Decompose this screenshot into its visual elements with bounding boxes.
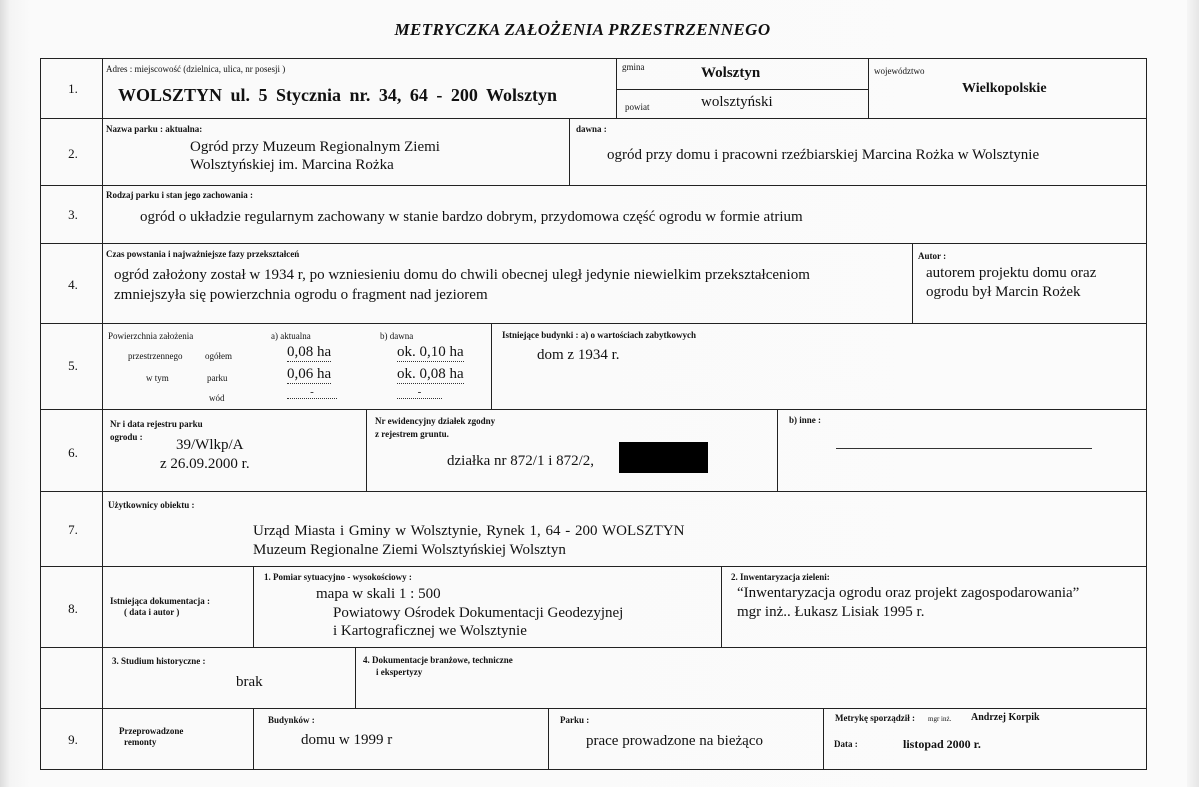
cell-divider [777, 409, 778, 491]
prepared-by-title: mgr inż. [928, 715, 952, 723]
row-number: 8. [68, 601, 78, 616]
park-former-value: ok. 0,08 ha [397, 366, 464, 382]
row-divider [40, 566, 1147, 567]
park-area-label: parku [207, 373, 228, 383]
row-divider [40, 243, 1147, 244]
history-line1: ogród założony został w 1934 r, po wzniesieniu domu do chwili obecnej uległ jedynie niewielkim przekształceniom [114, 267, 810, 283]
buildings-repairs-value: domu w 1999 r [301, 732, 393, 748]
users-line2: Muzeum Regionalne Ziemi Wolsztyńskiej Wolsztyn [253, 542, 566, 558]
cell-divider [823, 708, 824, 770]
plots-value: działka nr 872/1 i 872/2, [447, 453, 595, 469]
inventory-label: 2. Inwentaryzacja zieleni: [731, 572, 830, 582]
park-name-line1: Ogród przy Muzeum Regionalnym Ziemi [190, 139, 440, 155]
total-former-value: ok. 0,10 ha [397, 344, 464, 360]
row-divider [40, 323, 1147, 324]
users-label: Użytkownicy obiektu : [108, 500, 195, 510]
buildings-value: dom z 1934 r. [537, 347, 620, 363]
prepared-by-label: Metrykę sporządził : [835, 713, 915, 723]
date-label: Data : [834, 739, 858, 749]
row-number: 1. [68, 81, 78, 96]
register-label-line2: ogrodu : [110, 432, 143, 442]
plots-label-line2: z rejestrem gruntu. [375, 429, 449, 439]
park-current-value: 0,06 ha [287, 366, 332, 382]
area-current-label: a) aktualna [271, 331, 311, 341]
survey-line1: mapa w skali 1 : 500 [316, 586, 441, 602]
gmina-label: gmina [622, 62, 645, 72]
form-title: METRYCZKA ZAŁOŻENIA PRZESTRZENNEGO [394, 20, 771, 39]
row-divider [40, 409, 1147, 410]
survey-line3: i Kartograficznej we Wolsztynie [333, 623, 527, 639]
buildings-repairs-label: Budynków : [268, 715, 315, 725]
row-number: 5. [68, 358, 78, 373]
cell-divider [912, 243, 913, 323]
repairs-label-line2: remonty [124, 737, 157, 747]
cell-divider [253, 566, 254, 647]
register-label-line1: Nr i data rejestru parku [110, 419, 203, 429]
former-name-label: dawna : [576, 124, 607, 134]
row-divider [40, 118, 1147, 119]
documentation-label-line2: ( data i autor ) [124, 607, 180, 617]
park-type-value: ogród o układzie regularnym zachowany w stanie bardzo dobrym, przydomowa część ogrodu w formie atrium [140, 209, 803, 225]
former-name-value: ogród przy domu i pracowni rzeźbiarskiej Marcina Rożka w Wolsztynie [607, 147, 1040, 163]
history-line2: zmniejszyła się powierzchnia ogrodu o fragment nad jeziorem [114, 287, 488, 303]
address-value: WOLSZTYN ul. 5 Stycznia nr. 34, 64 - 200 Wolsztyn [118, 85, 558, 105]
date-value: listopad 2000 r. [903, 737, 981, 751]
of-which-label: w tym [146, 373, 169, 383]
wojewodztwo-value: Wielkopolskie [962, 81, 1047, 96]
buildings-label: Istniejące budynki : a) o wartościach zabytkowych [502, 330, 697, 340]
register-date: z 26.09.2000 r. [160, 456, 250, 472]
cell-divider [548, 708, 549, 770]
wojewodztwo-label: województwo [874, 66, 925, 76]
cell-divider [721, 566, 722, 647]
area-label: Powierzchnia założenia [108, 331, 194, 341]
gmina-value: Wolsztyn [701, 65, 761, 81]
historical-study-label: 3. Studium historyczne : [112, 656, 206, 666]
water-former-value: - [397, 386, 442, 399]
total-sub-label: ogółem [205, 351, 232, 361]
history-label: Czas powstania i najważniejsze fazy przekształceń [106, 249, 300, 259]
author-line1: autorem projektu domu oraz [926, 265, 1097, 281]
row-number: 2. [68, 146, 78, 161]
row-number: 3. [68, 207, 78, 222]
cell-divider [366, 409, 367, 491]
address-label: Adres : miejscowość (dzielnica, ulica, nr posesji ) [106, 64, 286, 74]
row-number: 7. [68, 522, 78, 537]
documentation-label-line1: Istniejąca dokumentacja : [110, 596, 210, 606]
park-name-line2: Wolsztyńskiej im. Marcina Rożka [190, 157, 394, 173]
cell-divider [491, 323, 492, 409]
other-label: b) inne : [789, 415, 822, 425]
technical-docs-label-line2: i ekspertyzy [376, 667, 423, 677]
other-blank-line [836, 448, 1092, 449]
powiat-label: powiat [625, 102, 650, 112]
technical-docs-label-line1: 4. Dokumentacje branżowe, techniczne [363, 655, 513, 665]
cell-divider [569, 118, 570, 185]
number-column-divider [102, 58, 103, 770]
prepared-by-name: Andrzej Korpik [971, 712, 1040, 723]
total-current-value: 0,08 ha [287, 344, 332, 360]
row-divider [40, 185, 1147, 186]
redaction-block [619, 442, 708, 473]
survey-line2: Powiatowy Ośrodek Dokumentacji Geodezyjnej [333, 605, 624, 621]
plots-label-line1: Nr ewidencyjny działek zgodny [375, 416, 496, 426]
total-label: przestrzennego [128, 351, 183, 361]
park-type-label: Rodzaj parku i stan jego zachowania : [106, 190, 254, 200]
row-divider [40, 491, 1147, 492]
historical-study-value: brak [236, 674, 263, 690]
park-repairs-label: Parku : [560, 715, 590, 725]
water-area-label: wód [209, 393, 225, 403]
repairs-label-line1: Przeprowadzone [119, 726, 184, 736]
water-current-value: - [287, 386, 337, 399]
area-former-label: b) dawna [380, 331, 414, 341]
survey-label: 1. Pomiar sytuacyjno - wysokościowy : [264, 572, 412, 582]
users-line1: Urząd Miasta i Gminy w Wolsztynie, Rynek 1, 64 - 200 WOLSZTYN [253, 523, 685, 539]
cell-divider [253, 708, 254, 770]
author-label: Autor : [918, 251, 947, 261]
cell-divider [616, 58, 617, 118]
cell-divider [616, 89, 868, 90]
cell-divider [868, 58, 869, 118]
inventory-line1: “Inwentaryzacja ogrodu oraz projekt zagospodarowania” [737, 585, 1080, 601]
inventory-line2: mgr inż.. Łukasz Lisiak 1995 r. [737, 604, 925, 620]
author-line2: ogrodu był Marcin Rożek [926, 284, 1081, 300]
row-number: 9. [68, 732, 78, 747]
row-number: 4. [68, 277, 78, 292]
cell-divider [355, 647, 356, 708]
row-divider [40, 708, 1147, 709]
park-name-label: Nazwa parku : aktualna: [106, 124, 203, 134]
powiat-value: wolsztyński [701, 94, 773, 110]
park-repairs-value: prace prowadzone na bieżąco [586, 733, 763, 749]
row-number: 6. [68, 445, 78, 460]
row-divider [40, 647, 1147, 648]
register-number: 39/Wlkp/A [176, 437, 244, 453]
